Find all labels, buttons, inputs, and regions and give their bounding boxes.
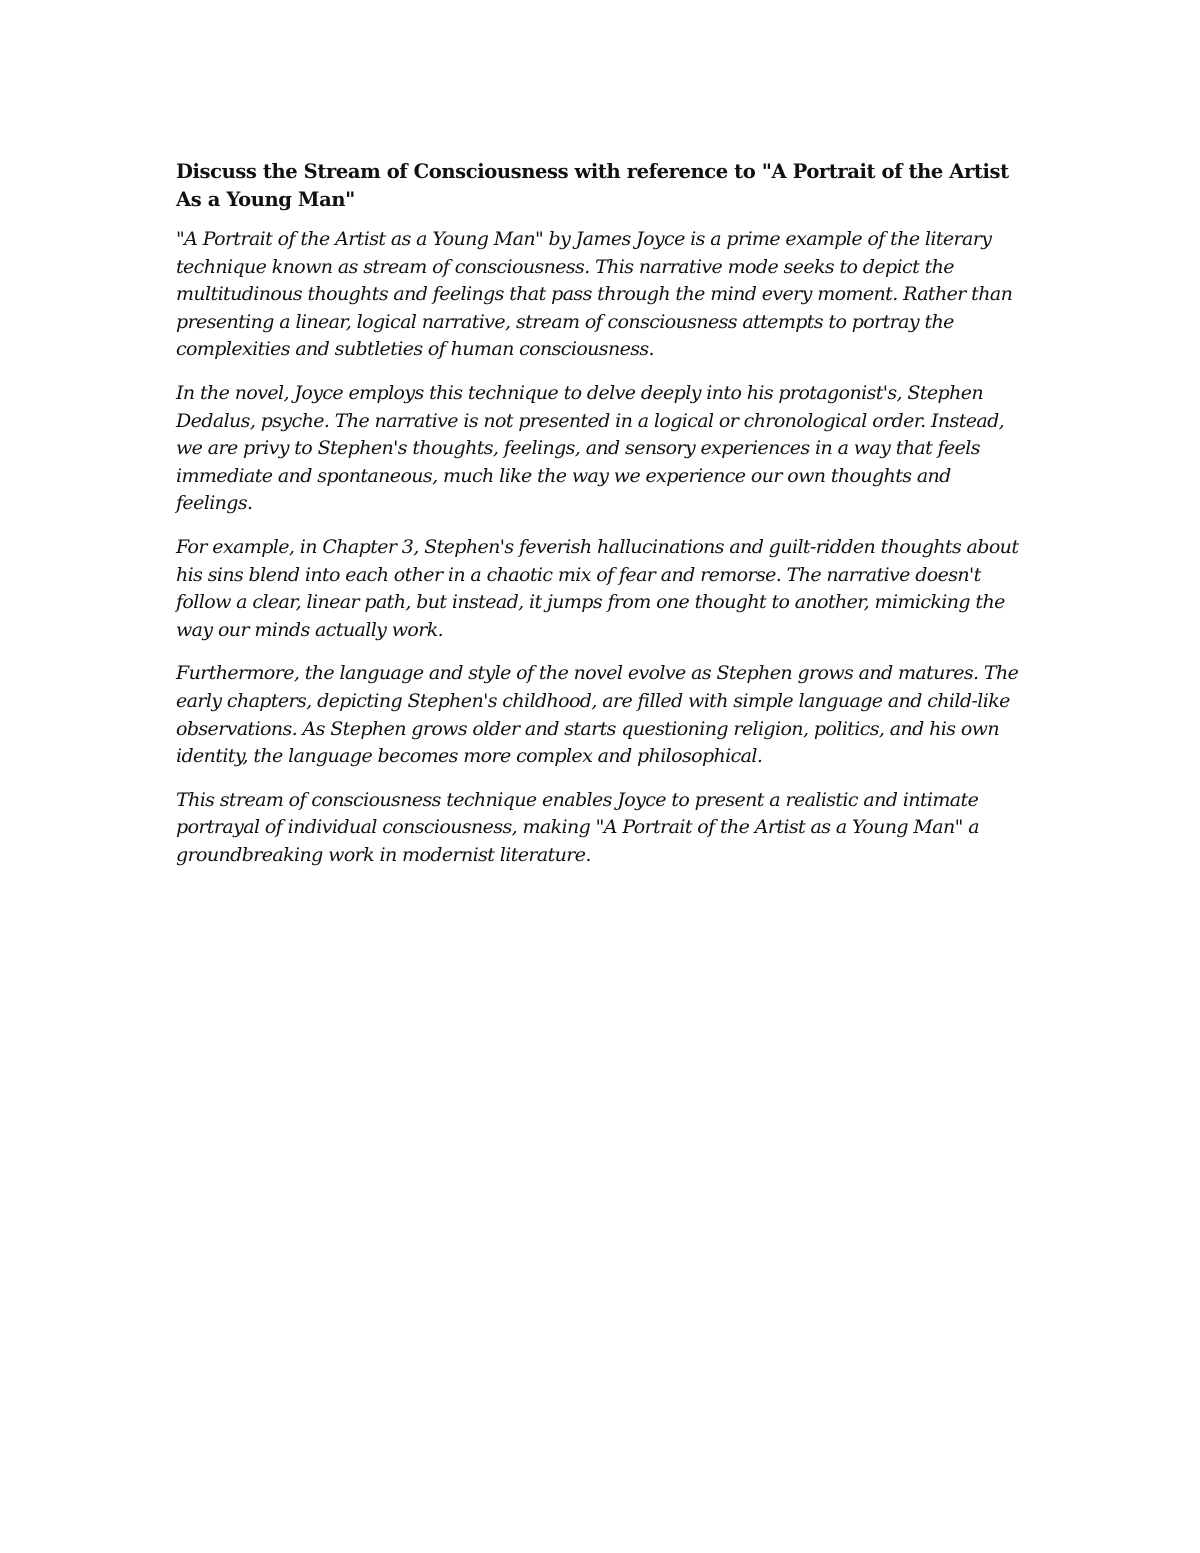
paragraph-language-style: Furthermore, the language and style of the novel evolve as Stephen grows and matures. The early chapters, depicting Stephen's childhood, are filled with simple language and child-like observations. As Stephen grows older and starts questioning religion, politics, and his own identity, the language becomes more complex and philosophical.	[176, 662, 1019, 768]
paragraph-intro: "A Portrait of the Artist as a Young Man" by James Joyce is a prime example of the literary technique known as stream of consciousness. This narrative mode seeks to depict the multitudinous thoughts and feelings that pass through the mind every moment. Rather than presenting a linear, logical narrative, stream of consciousness attempts to portray the complexities and subtleties of human consciousness.	[176, 228, 1013, 361]
document-body	[176, 158, 1028, 885]
paragraph-conclusion: This stream of consciousness technique enables Joyce to present a realistic and intimate portrayal of individual consciousness, making "A Portrait of the Artist as a Young Man" a groundbreaking work in modernist literature.	[176, 788, 979, 866]
document-title: Discuss the Stream of Consciousness with reference to "A Portrait of the Artist As a Young Man"	[176, 160, 1009, 211]
paragraph-example: For example, in Chapter 3, Stephen's feverish hallucinations and guilt-ridden thoughts about his sins blend into each other in a chaotic mix of fear and remorse. The narrative doesn't follow a clear, linear path, but instead, it jumps from one thought to another, mimicking the way our minds actually work.	[176, 535, 1019, 641]
paragraph-technique: In the novel, Joyce employs this technique to delve deeply into his protagonist's, Stephen Dedalus, psyche. The narrative is not presented in a logical or chronological order. Instead, we are privy to Stephen's thoughts, feelings, and sensory experiences in a way that feels immediate and spontaneous, much like the way we experience our own thoughts and feelings.	[176, 381, 1005, 515]
